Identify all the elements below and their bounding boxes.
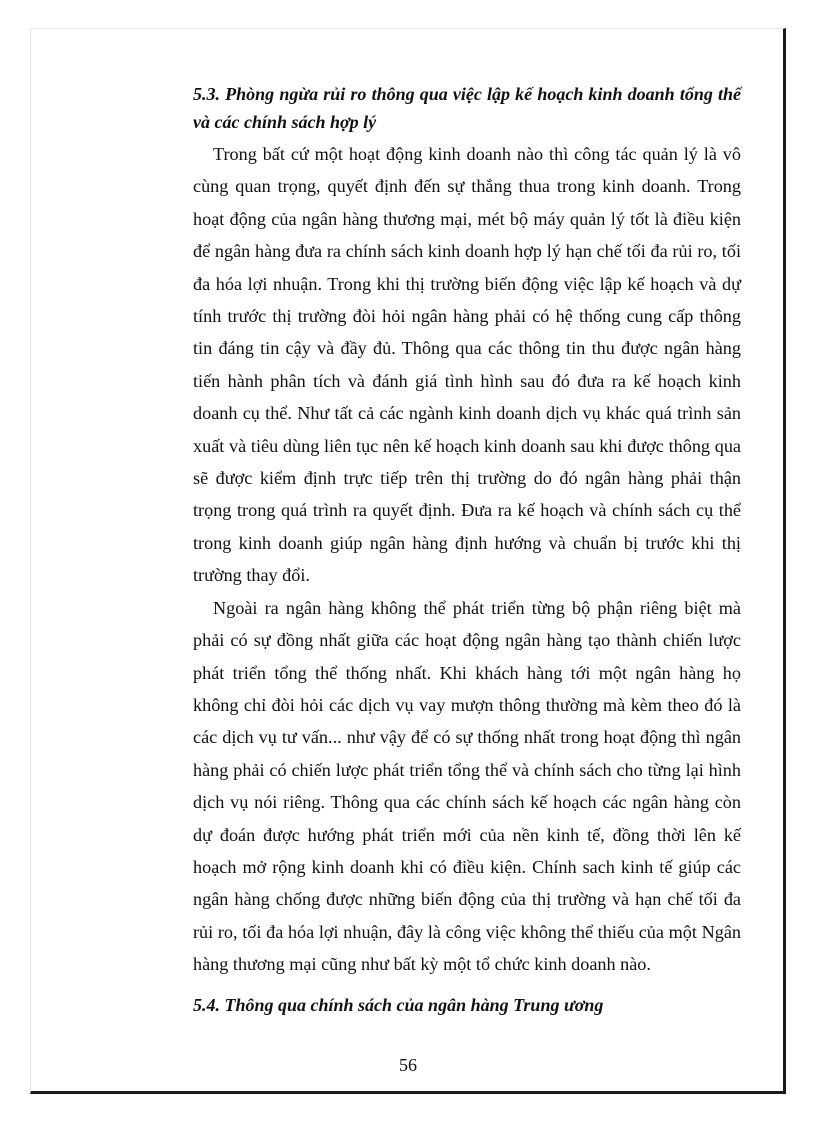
paragraph-1: Trong bất cứ một hoạt động kinh doanh nào thì công tác quản lý là vô cùng quan trọng, quyết định đến sự thắng thua trong kinh doanh. Trong hoạt động của ngân hàng thương mại, mét bộ máy quản lý tốt là điều kiện để ngân hàng đưa ra chính sách kinh doanh hợp lý hạn chế tối đa rủi ro, tối đa hóa lợi nhuận. Trong khi thị trường biến động việc lập kế hoạch và dự tính trước thị trường đòi hỏi ngân hàng phải có hệ thống cung cấp thông tin đáng tin cậy và đầy đủ. Thông qua các thông tin thu được ngân hàng tiến hành phân tích và đánh giá tình hình sau đó đưa ra kế hoạch kinh doanh cụ thể. Như tất cả các ngành kinh doanh dịch vụ khác quá trình sản xuất và tiêu dùng liên tục nên kế hoạch kinh doanh sau khi được thông qua sẽ được kiểm định trực tiếp trên thị trường do đó ngân hàng phải thận trọng trong quá trình ra quyết định. Đưa ra kế hoạch và chính sách cụ thể trong kinh doanh giúp ngân hàng định hướng và chuẩn bị trước khi thị trường thay đổi. — [193, 144, 741, 586]
section-heading: 5.3. Phòng ngừa rủi ro thông qua việc lập kế hoạch kinh doanh tổng thể và các chính sách hợp lý — [193, 84, 741, 132]
paragraph-2: Ngoài ra ngân hàng không thể phát triển từng bộ phận riêng biệt mà phải có sự đồng nhất giữa các hoạt động ngân hàng tạo thành chiến lược phát triển tổng thể thống nhất. Khi khách hàng tới một ngân hàng họ không chỉ đòi hỏi các dịch vụ vay mượn thông thường mà kèm theo đó là các dịch vụ tư vấn... như vậy để có sự thống nhất trong hoạt động thì ngân hàng phải có chiến lược phát triển tổng thể và chính sách cho từng lại hình dịch vụ nói riêng. Thông qua các chính sách kế hoạch các ngân hàng còn dự đoán được hướng phát triển mới của nền kinh tế, đồng thời lên kế hoạch mở rộng kinh doanh khi có điều kiện. Chính sach kinh tế giúp các ngân hàng chống được những biến động của thị trường và hạn chế tối đa rủi ro, tối đa hóa lợi nhuận, đây là công việc không thể thiếu của một Ngân hàng thương mại cũng như bất kỳ một tổ chức kinh doanh nào. — [193, 597, 741, 975]
page-number: 56 — [399, 1055, 417, 1075]
document-body — [193, 80, 741, 1019]
next-section-heading: 5.4. Thông qua chính sách của ngân hàng Trung ương — [193, 994, 604, 1015]
